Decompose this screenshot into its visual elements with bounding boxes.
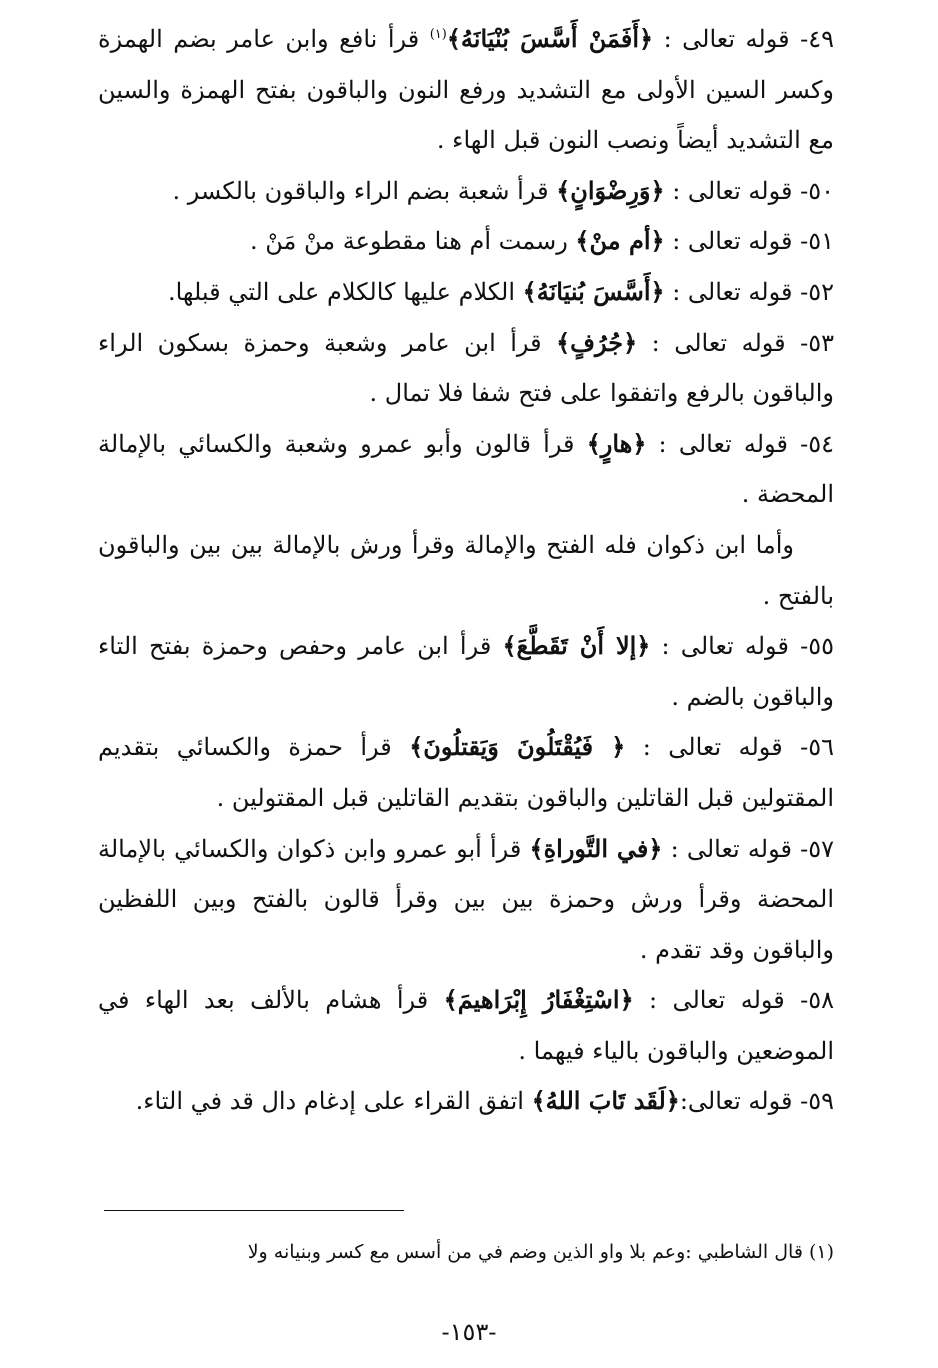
entry-text: قرأ قالون وأبو عمرو وشعبة والكسائي بالإمالة المحضة . (98, 429, 834, 509)
entry-text: وأما ابن ذكوان فله الفتح والإمالة وقرأ ورش بالإمالة بين بين والباقون بالفتح . (98, 530, 834, 610)
entry-text: قرأ ابن عامر وشعبة وحمزة بسكون الراء والباقون بالرفع واتفقوا على فتح شفا فلا تمال . (98, 328, 834, 408)
entry-text: قرأ نافع وابن عامر بضم الهمزة وكسر السين الأولى مع التشديد ورفع النون والباقون بفتح الهمزة والسين مع التشديد أيضاً ونصب النون قبل الهاء . (98, 25, 834, 155)
quran-quote: ﴿إلا أَنْ تَقَطَّعَ﴾ (502, 631, 651, 661)
quran-quote: ﴿لَقَد تَابَ اللهُ﴾ (531, 1086, 680, 1116)
entry-59 (98, 1076, 834, 1127)
entry-number-label: ٥٧- قوله تعالى : (662, 834, 834, 863)
entry-54 (98, 419, 834, 520)
entry-number-label: ٥٣- قوله تعالى : (637, 328, 834, 357)
quran-quote: ﴿أم منْ﴾ (575, 226, 665, 256)
footnote-divider (104, 1210, 404, 1211)
entry-49 (98, 14, 834, 166)
entry-text: رسمت أم هنا مقطوعة منْ مَنْ . (249, 227, 576, 256)
footnote-ref: (١) (429, 27, 447, 42)
entry-text: قرأ حمزة والكسائي بتقديم المقتولين قبل القاتلين والباقون بتقديم القاتلين قبل المقتولين . (98, 733, 834, 812)
entry-text: قرأ ابن عامر وحفص وحمزة بفتح التاء والباقون بالضم . (98, 632, 834, 711)
entry-text: الكلام عليها كالكلام على التي قبلها. (167, 277, 523, 306)
entry-52 (98, 267, 834, 318)
entry-55 (98, 621, 834, 722)
body-text (98, 14, 834, 1127)
quran-quote: ﴿وَرِضْوَانٍ﴾ (556, 175, 665, 205)
quran-quote: ﴿في التَّوراةِ﴾ (529, 833, 663, 863)
entry-number-label: ٥٦- قوله تعالى : (625, 733, 834, 762)
entry-number-label: ٤٩- قوله تعالى : (653, 25, 834, 53)
entry-text: قرأ شعبة بضم الراء والباقون بالكسر . (172, 176, 557, 205)
entry-53 (98, 318, 834, 419)
footnote: (١) قال الشاطبي :وعم بلا واو الذين وضم في من أسس مع كسر وبنيانه ولا (247, 1241, 834, 1263)
entry-number-label: ٥٩- قوله تعالى: (679, 1087, 834, 1116)
entry-number-label: ٥٤- قوله تعالى : (646, 429, 834, 458)
quran-quote: ﴿اسْتِغْفَارُ إِبْرَاهيمَ﴾ (443, 985, 634, 1015)
entry-50 (98, 166, 834, 217)
quran-quote: ﴿أَسَّسَ بُنيَانَهُ﴾ (522, 276, 665, 306)
entry-number-label: ٥٠- قوله تعالى : (664, 176, 834, 205)
entry-number-label: ٥٨- قوله تعالى : (633, 986, 835, 1015)
entry-number-label: ٥٥- قوله تعالى : (650, 632, 835, 661)
entry-54-continuation (98, 520, 834, 621)
entry-text: اتفق القراء على إدغام دال قد في التاء. (135, 1087, 532, 1116)
entry-51 (98, 216, 834, 267)
entry-58 (98, 975, 834, 1076)
entry-text: قرأ هشام بالألف بعد الهاء في الموضعين والباقون بالياء فيهما . (98, 986, 834, 1065)
entry-56 (98, 722, 834, 823)
quran-quote: ﴿جُرُفٍ﴾ (556, 327, 638, 357)
quran-quote: ﴿ فَيُقْتَلُونَ وَيَقتلُونَ﴾ (409, 732, 626, 762)
page-number: -١٥٣- (441, 1318, 497, 1346)
quran-quote: ﴿هارٍ﴾ (586, 428, 647, 458)
entry-number-label: ٥١- قوله تعالى : (664, 227, 834, 256)
entry-57 (98, 824, 834, 976)
entry-text: قرأ أبو عمرو وابن ذكوان والكسائي بالإمالة المحضة وقرأ ورش وحمزة بين بين وقرأ قالون بالفتح وبين اللفظين والباقون وقد تقدم . (98, 834, 834, 964)
quran-quote: ﴿أَفَمَنْ أَسَّسَ بُنْيَانَهُ﴾ (446, 24, 654, 53)
entry-number-label: ٥٢- قوله تعالى : (664, 277, 834, 306)
